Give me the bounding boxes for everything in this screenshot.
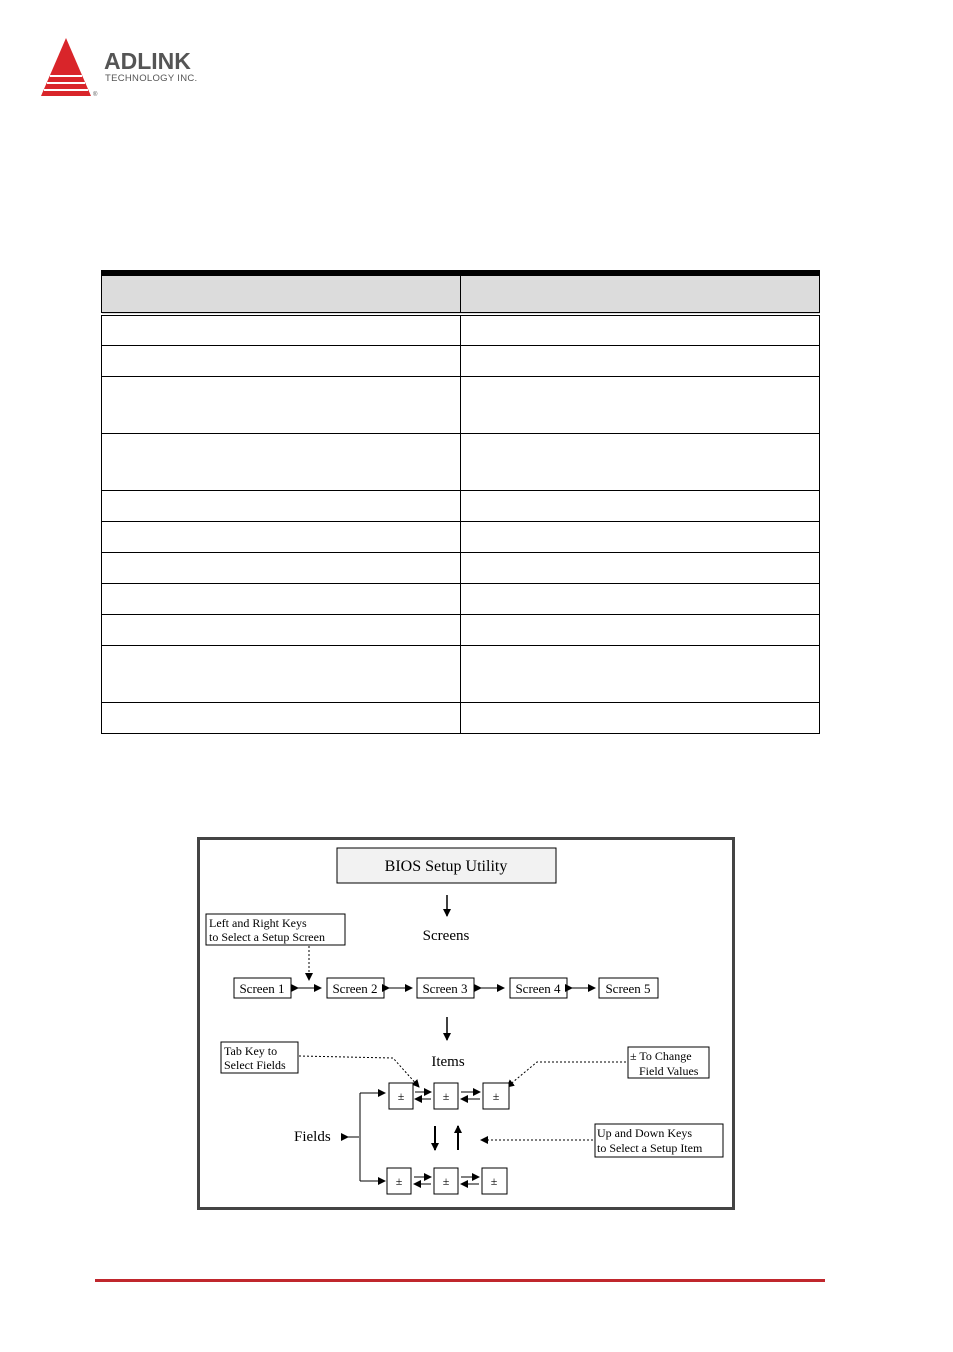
brand-name: ADLINK [104,48,191,74]
bios-title: BIOS Setup Utility [384,858,508,875]
table-cell-description [461,521,820,552]
change-note-line2: Field Values [639,1064,699,1078]
footer-rule [95,1279,825,1282]
table-row [102,552,820,583]
navigation-keys-table [101,270,820,734]
table-cell-key [102,614,461,645]
table-cell-key [102,521,461,552]
field-symbol: ± [492,1089,500,1103]
table-row [102,645,820,702]
table-cell-description [461,314,820,345]
change-note-line1: ± To Change [630,1049,692,1063]
left-right-note-line2: to Select a Setup Screen [209,930,325,944]
adlink-triangle-icon [41,38,91,96]
table-row [102,521,820,552]
screen-3-label: Screen 3 [422,981,468,996]
table-cell-key [102,583,461,614]
table-row [102,433,820,490]
table-row [102,345,820,376]
field-symbol: ± [395,1174,403,1188]
table-cell-key [102,433,461,490]
table-cell-description [461,376,820,433]
screen-4-label: Screen 4 [515,981,561,996]
table-header-description [461,273,820,314]
table-cell-description [461,490,820,521]
table-row [102,614,820,645]
table-header-row [102,273,820,314]
table-row [102,376,820,433]
table-cell-key [102,376,461,433]
up-down-note-line2: to Select a Setup Item [597,1141,703,1155]
table-cell-key [102,345,461,376]
fields-label: Fields [294,1129,331,1145]
table-cell-description [461,702,820,733]
registered-mark: ® [93,92,98,98]
screen-5-label: Screen 5 [605,981,651,996]
field-symbol: ± [490,1174,498,1188]
item-field-row [389,1083,509,1109]
items-label: Items [431,1054,465,1070]
table-cell-description [461,614,820,645]
screen-2-label: Screen 2 [332,981,378,996]
field-symbol: ± [442,1174,450,1188]
screen-4-box [510,978,567,998]
table-cell-key [102,314,461,345]
table-row [102,490,820,521]
table-cell-key [102,702,461,733]
screen-1-label: Screen 1 [239,981,285,996]
field-symbol: ± [442,1089,450,1103]
screen-1-box [234,978,291,998]
table-cell-key [102,645,461,702]
screen-2-box [327,978,384,998]
lower-field-row [387,1168,507,1194]
table-row [102,314,820,345]
left-right-note-line1: Left and Right Keys [209,916,307,930]
screen-5-box [599,978,658,998]
table-cell-description [461,433,820,490]
table-row [102,702,820,733]
adlink-logo [38,36,238,100]
table-cell-key [102,490,461,521]
screens-label: Screens [422,928,470,944]
bios-setup-diagram [197,837,735,1210]
table-cell-description [461,345,820,376]
tab-note-line1: Tab Key to [224,1044,278,1058]
table-cell-description [461,645,820,702]
table-cell-description [461,552,820,583]
up-down-note-line1: Up and Down Keys [597,1126,692,1140]
brand-subtitle: TECHNOLOGY INC. [105,73,198,84]
table-row [102,583,820,614]
table-cell-key [102,552,461,583]
field-symbol: ± [397,1089,405,1103]
screen-3-box [417,978,474,998]
tab-note-line2: Select Fields [224,1058,286,1072]
table-cell-description [461,583,820,614]
table-header-key [102,273,461,314]
